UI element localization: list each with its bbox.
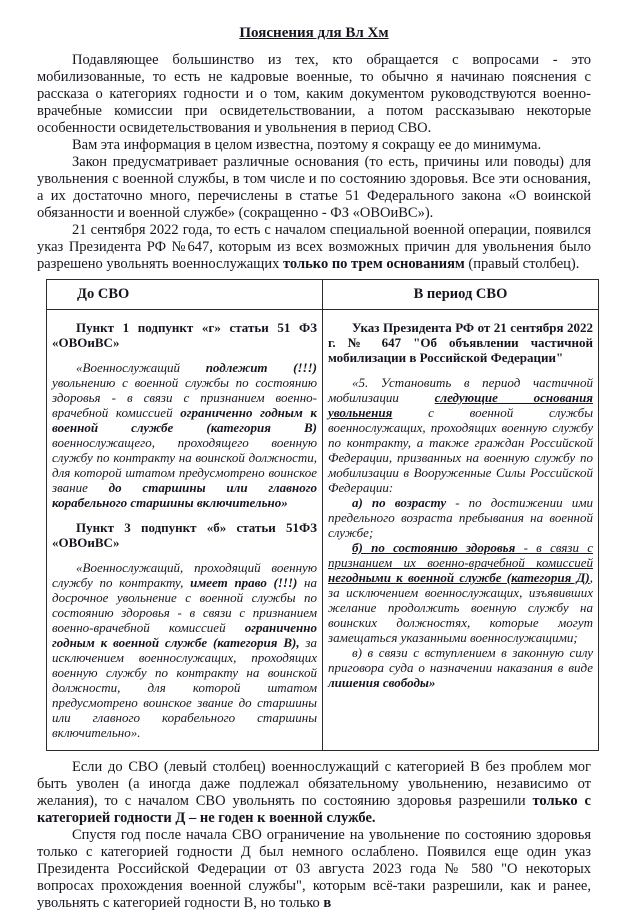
outro-paragraph-2: Спустя год после начала СВО ограничение на увольнение по состоянию здоровья только с категорией годности Д был немного ослаблено. Появился еще один указ Президента Российской Федерации от 03 августа 2023 года № 580 "О некоторых вопросах прохождения военной службы", которым всё-таки разрешили, как и ранее, увольнять с категорией годности В, но только в	[37, 827, 591, 911]
intro-paragraph-1: Подавляющее большинство из тех, кто обращается с вопросами - это мобилизованные, то есть не кадровые военные, то обычно я начинаю пояснения с рассказа о категориях годности и о том, каким документом руководствуются военно-врачебные комиссии при освидетельствовании, а потом рассказываю некоторые особенности освидетельствования и увольнения в период СВО.	[37, 52, 591, 136]
legal-quote-point3: «Военнослужащий, проходящий военную службу по контракту, имеет право (!!!) на досрочное увольнение с военной службы по состоянию здоровья - в связи с признанием военно-врачебной комиссией ограниченно годным к военной службе (категория В), за исключением военнослужащих, проходящих военную службу по контракту на воинской должности, для которой штатом предусмотрено воинское звание до старшины или главного корабельного старшины включительно».	[52, 560, 318, 740]
legal-quote-point1: «Военнослужащий подлежит (!!!) увольнению с военной службы по состоянию здоровья - в связи с признанием военно-врачебной комиссией ограниченно годным к военной службе (категория В) военнослужащего, проходящего военную службу по контракту на воинской должности, для которой штатом предусмотрено воинское звание до старшины или главного корабельного старшины включительно»	[52, 360, 317, 510]
decree-647-item-a: а) по возрасту - по достижении ими предельного возраста пребывания на военной службе;	[328, 495, 593, 540]
decree-647-item-b: б) по состоянию здоровья - в связи с признанием их военно-врачебной комиссией негодными к военной службе (категория Д), за исключением военнослужащих, изъявивших желание продолжить военную службу на воинских должностях, которые могут замещаться указанными военнослужащими;	[328, 540, 593, 645]
outro-paragraph-1: Если до СВО (левый столбец) военнослужащий с категорией В без проблем мог быть уволен (а иногда даже подлежал обязательному увольнению, независимо от желания), то с началом СВО увольнять по состоянию здоровья разрешили только с категорией годности Д – не годен к военной службе.	[37, 759, 591, 826]
column-before-svo	[47, 310, 323, 751]
table-header-before-svo: До СВО	[47, 280, 323, 310]
decree-647-quote-intro: «5. Установить в период частичной мобилизации следующие основания увольнения с военной службы военнослужащих, проходящих военную службу по контракту, а также граждан Российской Федерации, призванных на военную службу по мобилизации в Вооруженные Силы Российской Федерации:	[328, 375, 594, 495]
intro-paragraph-2: Вам эта информация в целом известна, поэтому я сокращу ее до минимума.	[72, 137, 542, 153]
legal-reference-point1: Пункт 1 подпункт «г» статьи 51 ФЗ «ОВОиВС»	[52, 320, 317, 350]
legal-reference-point3: Пункт 3 подпункт «б» статьи 51ФЗ «ОВОиВС»	[52, 520, 317, 550]
table-header-row	[47, 280, 599, 310]
decree-647-title: Указ Президента РФ от 21 сентября 2022 г. № 647 "Об объявлении частичной мобилизации в Российской Федерации"	[328, 320, 593, 365]
document-title: Пояснения для Вл Хм	[239, 25, 389, 41]
comparison-table	[46, 279, 599, 751]
column-during-svo	[323, 310, 599, 751]
table-content-row	[47, 310, 599, 751]
intro-paragraph-3: Закон предусматривает различные основания (то есть, причины или поводы) для увольнения с военной службы, в том числе и по состоянию здоровья. Все эти основания, а их достаточно много, перечислены в статье 51 Федерального закона «О воинской обязанности и военной службе» (сокращенно - ФЗ «ОВОиВС»).	[37, 154, 591, 221]
table-header-during-svo: В период СВО	[323, 280, 599, 310]
intro-paragraph-4: 21 сентября 2022 года, то есть с началом специальной военной операции, появился указ Президента РФ №647, которым из всех возможных причин для увольнения было разрешено увольнять военнослужащих только по трем основаниям (правый столбец).	[37, 222, 591, 272]
decree-647-item-v: в) в связи с вступлением в законную силу приговора суда о назначении наказания в виде лишения свободы»	[328, 645, 593, 690]
